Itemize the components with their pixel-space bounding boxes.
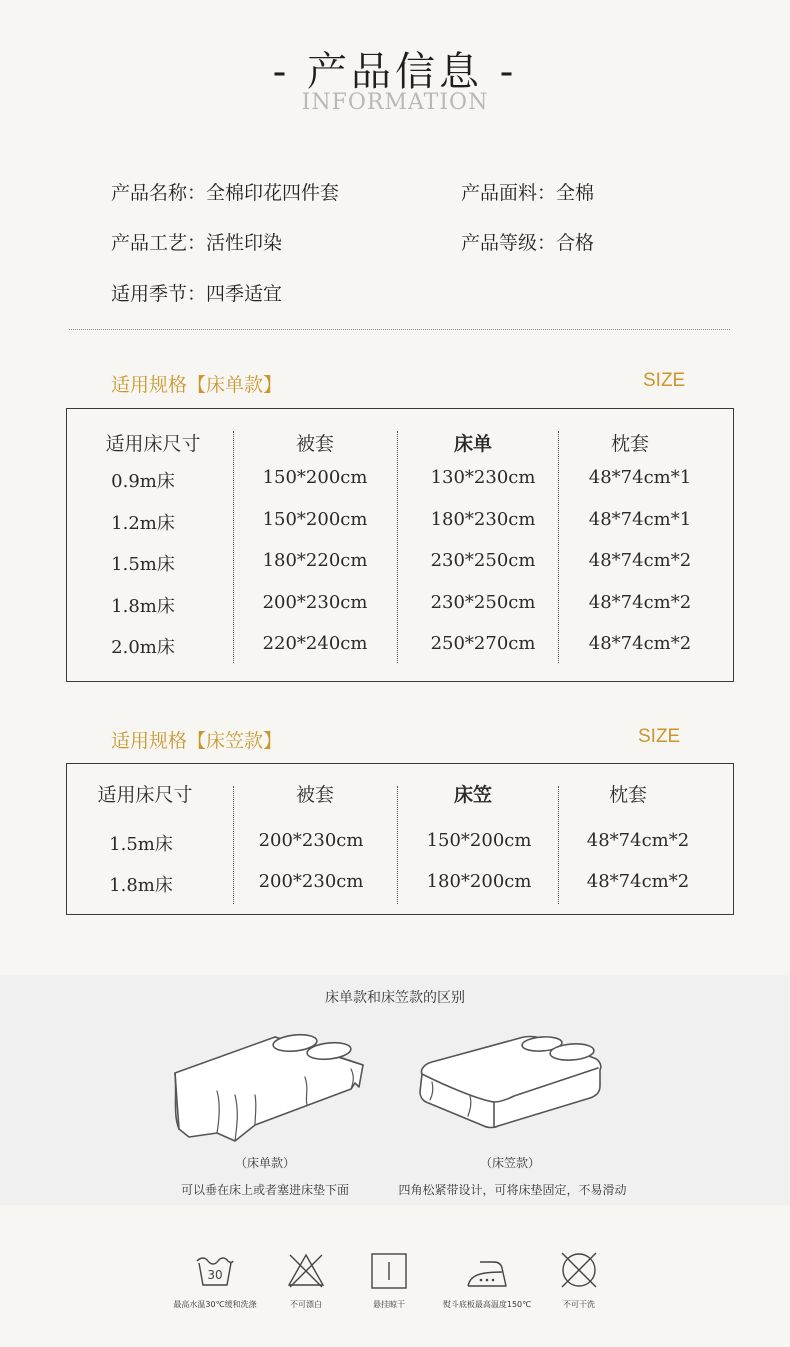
- product-process: 产品工艺：活性印染: [111, 232, 283, 254]
- table-cell: 48*74cm*1: [588, 467, 692, 488]
- table-cell: 250*270cm: [430, 633, 536, 654]
- sheet-size-table: [66, 408, 734, 682]
- table-header: 被套: [295, 433, 334, 455]
- table-cell: 230*250cm: [430, 550, 536, 571]
- wash-30-icon: [195, 1253, 235, 1289]
- iron-icon: [466, 1258, 508, 1288]
- table-header: 枕套: [608, 784, 647, 806]
- table-cell: 180*230cm: [430, 509, 536, 530]
- page-title: - 产品信息 -: [272, 49, 518, 95]
- product-name: 产品名称：全棉印花四件套: [111, 182, 340, 204]
- table-cell: 220*240cm: [262, 633, 368, 654]
- product-fabric: 产品面料：全棉: [461, 182, 595, 204]
- table-cell: 48*74cm*2: [586, 830, 690, 851]
- sheet-section-size: SIZE: [643, 370, 686, 391]
- fitted-type-description: 四角松紧带设计，可将床垫固定，不易滑动: [398, 1183, 627, 1197]
- care-label: 不可漂白: [290, 1300, 322, 1309]
- fitted-section-size: SIZE: [638, 726, 681, 747]
- no-bleach-icon: [286, 1252, 326, 1288]
- table-cell: 1.5m床: [109, 834, 173, 855]
- column-divider: [558, 431, 559, 663]
- fitted-sheet-illustration: [410, 1030, 610, 1132]
- table-header: 床单: [453, 433, 492, 455]
- table-cell: 48*74cm*2: [588, 550, 692, 571]
- sheet-type-description: 可以垂在床上或者塞进床垫下面: [180, 1183, 349, 1197]
- care-label: 悬挂晾干: [373, 1300, 405, 1309]
- care-label: 熨斗底板最高温度150℃: [442, 1300, 532, 1309]
- table-cell: 150*200cm: [426, 830, 532, 851]
- table-cell: 180*200cm: [426, 871, 532, 892]
- table-cell: 200*230cm: [258, 871, 364, 892]
- table-cell: 1.5m床: [111, 554, 175, 575]
- table-cell: 48*74cm*2: [588, 633, 692, 654]
- table-cell: 200*230cm: [258, 830, 364, 851]
- product-season: 适用季节：四季适宜: [111, 283, 283, 305]
- page-subtitle: INFORMATION: [301, 90, 489, 115]
- table-cell: 1.8m床: [109, 875, 173, 896]
- fitted-size-table: [66, 763, 734, 915]
- table-header: 适用床尺寸: [97, 784, 193, 806]
- table-cell: 1.8m床: [111, 596, 175, 617]
- flat-sheet-illustration: [165, 1025, 370, 1147]
- table-header: 适用床尺寸: [105, 433, 201, 455]
- dotted-separator: [69, 329, 730, 330]
- table-cell: 0.9m床: [111, 471, 175, 492]
- table-cell: 150*200cm: [262, 467, 368, 488]
- comparison-band: [0, 975, 790, 1205]
- table-cell: 48*74cm*2: [586, 871, 690, 892]
- fitted-section-title: 适用规格【床笠款】: [111, 730, 283, 752]
- care-label: 最高水温30℃缓和洗涤: [173, 1300, 257, 1309]
- no-dry-clean-icon: [559, 1250, 599, 1290]
- table-cell: 2.0m床: [111, 637, 175, 658]
- column-divider: [233, 431, 234, 663]
- table-cell: 1.2m床: [111, 513, 175, 534]
- table-cell: 48*74cm*1: [588, 509, 692, 530]
- svg-text:30: 30: [207, 1268, 223, 1282]
- table-header: 床笠: [453, 784, 492, 806]
- table-cell: 48*74cm*2: [588, 592, 692, 613]
- sheet-type-label: （床单款）: [234, 1156, 295, 1170]
- product-grade: 产品等级：合格: [461, 232, 595, 254]
- comparison-title: 床单款和床笠款的区别: [325, 990, 465, 1006]
- table-cell: 180*220cm: [262, 550, 368, 571]
- column-divider: [397, 431, 398, 663]
- table-cell: 150*200cm: [262, 509, 368, 530]
- care-label: 不可干洗: [563, 1300, 595, 1309]
- sheet-section-title: 适用规格【床单款】: [111, 374, 283, 396]
- table-cell: 130*230cm: [430, 467, 536, 488]
- table-header: 被套: [295, 784, 334, 806]
- hang-dry-icon: [370, 1252, 408, 1290]
- fitted-type-label: （床笠款）: [479, 1156, 540, 1170]
- table-header: 枕套: [610, 433, 649, 455]
- table-cell: 200*230cm: [262, 592, 368, 613]
- table-cell: 230*250cm: [430, 592, 536, 613]
